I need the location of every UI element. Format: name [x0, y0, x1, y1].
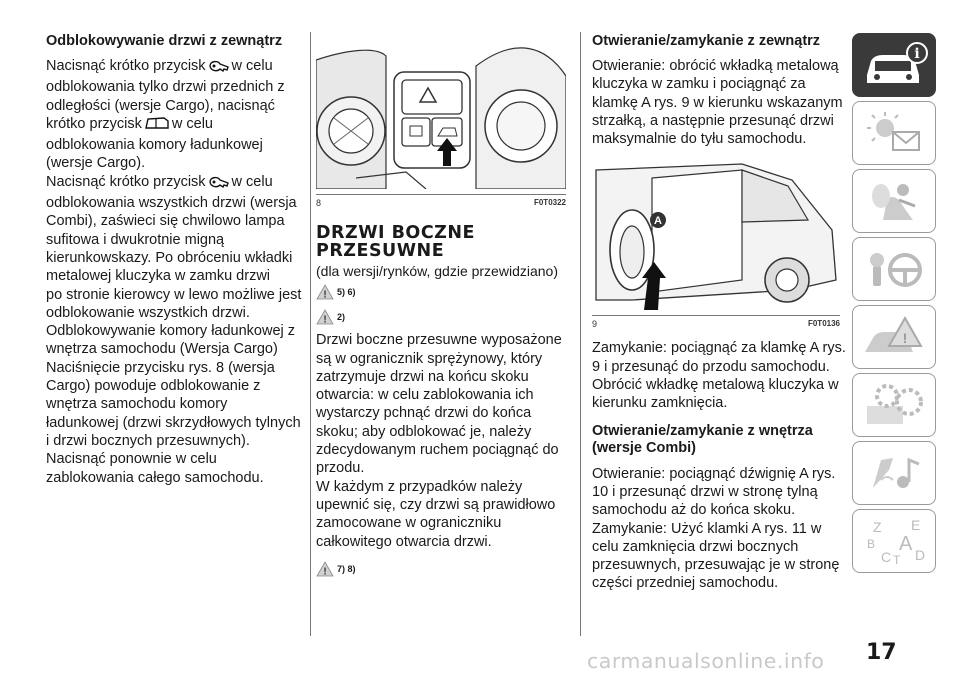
index-icon — [859, 514, 929, 568]
sidebar-tab-car-info[interactable] — [852, 33, 936, 97]
warning-lights-icon — [859, 108, 929, 158]
sidebar-tab-maintenance[interactable] — [852, 373, 936, 437]
sidebar-tab-driving[interactable] — [852, 237, 936, 301]
warning-triangle-icon-2 — [316, 561, 334, 577]
paragraph-open-outside: Otwieranie: obrócić wkładką metalową kluczyka w zamku i pociągnąć za klamkę A rys. 9 w kierunku wskazanym strzałką, a następnie przesunąć drzwi maksymalnie do tyłu samochodu. — [592, 58, 843, 148]
watermark: carmanualsonline.info — [587, 649, 825, 673]
caution-triangle-icon — [316, 309, 334, 325]
key-unlock-icon-2 — [208, 175, 230, 194]
section-subheading: (dla wersji/rynków, gdzie przewidziano) — [316, 263, 558, 279]
section-title-unlock-outside: Odblokowywanie drzwi z zewnątrz — [46, 33, 283, 49]
sidebar-tab-index[interactable] — [852, 509, 936, 573]
van-side-door-illustration — [592, 160, 840, 310]
paragraph-inside: Otwieranie: pociągnąć dźwignię A rys. 10 i przesunąć drzwi w stronę tylną samochodu aż do końca skoku. Zamykanie: Użyć klamki A rys. 11 w celu zamknięcia drzwi bocznych przesuwnych, przesuwając je w stronę części przedniej samochodu. — [592, 465, 840, 592]
section-heading-line1: DRZWI BOCZNE — [316, 223, 475, 243]
column-3 — [592, 0, 848, 593]
svg-text:E: E — [911, 517, 921, 533]
column-2 — [316, 0, 566, 577]
paragraph-3: Odblokowywanie komory ładunkowej z wnętrza samochodu (Wersja Cargo) Naciśnięcie przycisku rys. 8 (wersja Cargo) powoduje odblokowanie z wnętrza samochodu komory ładunkowej (drzwi skrzydłowych tylnych i drzwi bocznych przesuwnych). Nacisnąć ponownie w celu zablokowania całego samochodu. — [46, 323, 301, 486]
multimedia-icon — [859, 448, 929, 498]
svg-text:!: ! — [323, 289, 327, 301]
section-title-outside: Otwieranie/zamykanie z zewnątrz — [592, 33, 821, 49]
svg-text:!: ! — [323, 566, 327, 577]
chapter-sidebar — [852, 33, 936, 577]
figure-8-caption: 8 F0T0322 — [316, 194, 566, 208]
section-title-inside-sub: (wersje Combi) — [592, 439, 696, 456]
car-info-icon — [859, 41, 929, 89]
warning-ref-1: ! 5) 6) — [316, 284, 566, 300]
figure-8 — [316, 36, 566, 208]
column-1 — [46, 0, 304, 487]
paragraph-2: Nacisnąć krótko przycisk w celu odblokowania wszystkich drzwi (wersja Combi), zaświeci się chwilowo lampa sufitowa i dwukrotnie migną kierunkowskazy. Po obróceniu wkładki metalowej kluczyka w zamku drzwi po stronie kierowcy w lewo możliwe jest odblokowanie wszystkich drzwi. — [46, 173, 302, 321]
dashboard-button-illustration — [316, 36, 566, 189]
paragraph-sliding-doors: Drzwi boczne przesuwne wyposażone są w ogranicznik sprężynowy, który zatrzymuje drzwi na końcu skoku otwarcia: w celu zablokowania ich wystarczy pchnąć drzwi do końca skoku; aby odblokować je, należy zdecydowanym ruchem pociągnąć do przodu. W każdym z przypadków należy upewnić się, czy drzwi są prawidłowo zamocowane w ograniczniku całkowitego otwarcia drzwi. — [316, 332, 562, 550]
svg-text:A: A — [899, 533, 913, 555]
sidebar-tab-multimedia[interactable] — [852, 441, 936, 505]
paragraph-1: Nacisnąć krótko przycisk w celu odblokowania tylko drzwi przednich z odległości (wersje Cargo), nacisnąć krótko przycisk w celu odblokowania komory ładunkowej (wersje Cargo). — [46, 58, 285, 172]
key-steering-icon — [859, 244, 929, 294]
svg-text:T: T — [893, 553, 901, 567]
caution-ref-2: ! 2) — [316, 309, 566, 325]
warning-ref-3: ! 7) 8) — [316, 561, 566, 577]
svg-text:C: C — [881, 549, 892, 565]
maintenance-icon — [859, 380, 929, 430]
section-title-inside: Otwieranie/zamykanie z wnętrza — [592, 422, 813, 439]
page-number: 17 — [866, 640, 897, 665]
warning-triangle-icon — [316, 284, 334, 300]
key-unlock-icon — [208, 59, 230, 78]
sidebar-tab-safety[interactable] — [852, 169, 936, 233]
section-heading-line2: PRZESUWNE — [316, 241, 445, 261]
svg-text:!: ! — [902, 330, 908, 346]
figure-9-label-a: A — [654, 215, 662, 228]
svg-text:Z: Z — [873, 519, 882, 535]
svg-text:i: i — [914, 46, 920, 62]
column-divider-2 — [580, 32, 581, 636]
paragraph-close-outside: Zamykanie: pociągnąć za klamkę A rys. 9 i przesunąć do przodu samochodu. Obrócić wkładkę metalową kluczyka w kierunku zamknięcia. — [592, 340, 846, 412]
column-divider — [310, 32, 311, 636]
airbag-seat-icon — [859, 176, 929, 226]
sidebar-tab-warning-lights[interactable] — [852, 101, 936, 165]
svg-text:D: D — [915, 547, 926, 563]
sidebar-tab-emergency[interactable] — [852, 305, 936, 369]
svg-text:B: B — [867, 537, 876, 551]
cargo-door-icon — [144, 115, 170, 136]
svg-text:!: ! — [323, 314, 327, 326]
breakdown-icon — [859, 312, 929, 362]
figure-9 — [592, 160, 840, 329]
figure-9-caption: 9 F0T0136 — [592, 315, 840, 329]
